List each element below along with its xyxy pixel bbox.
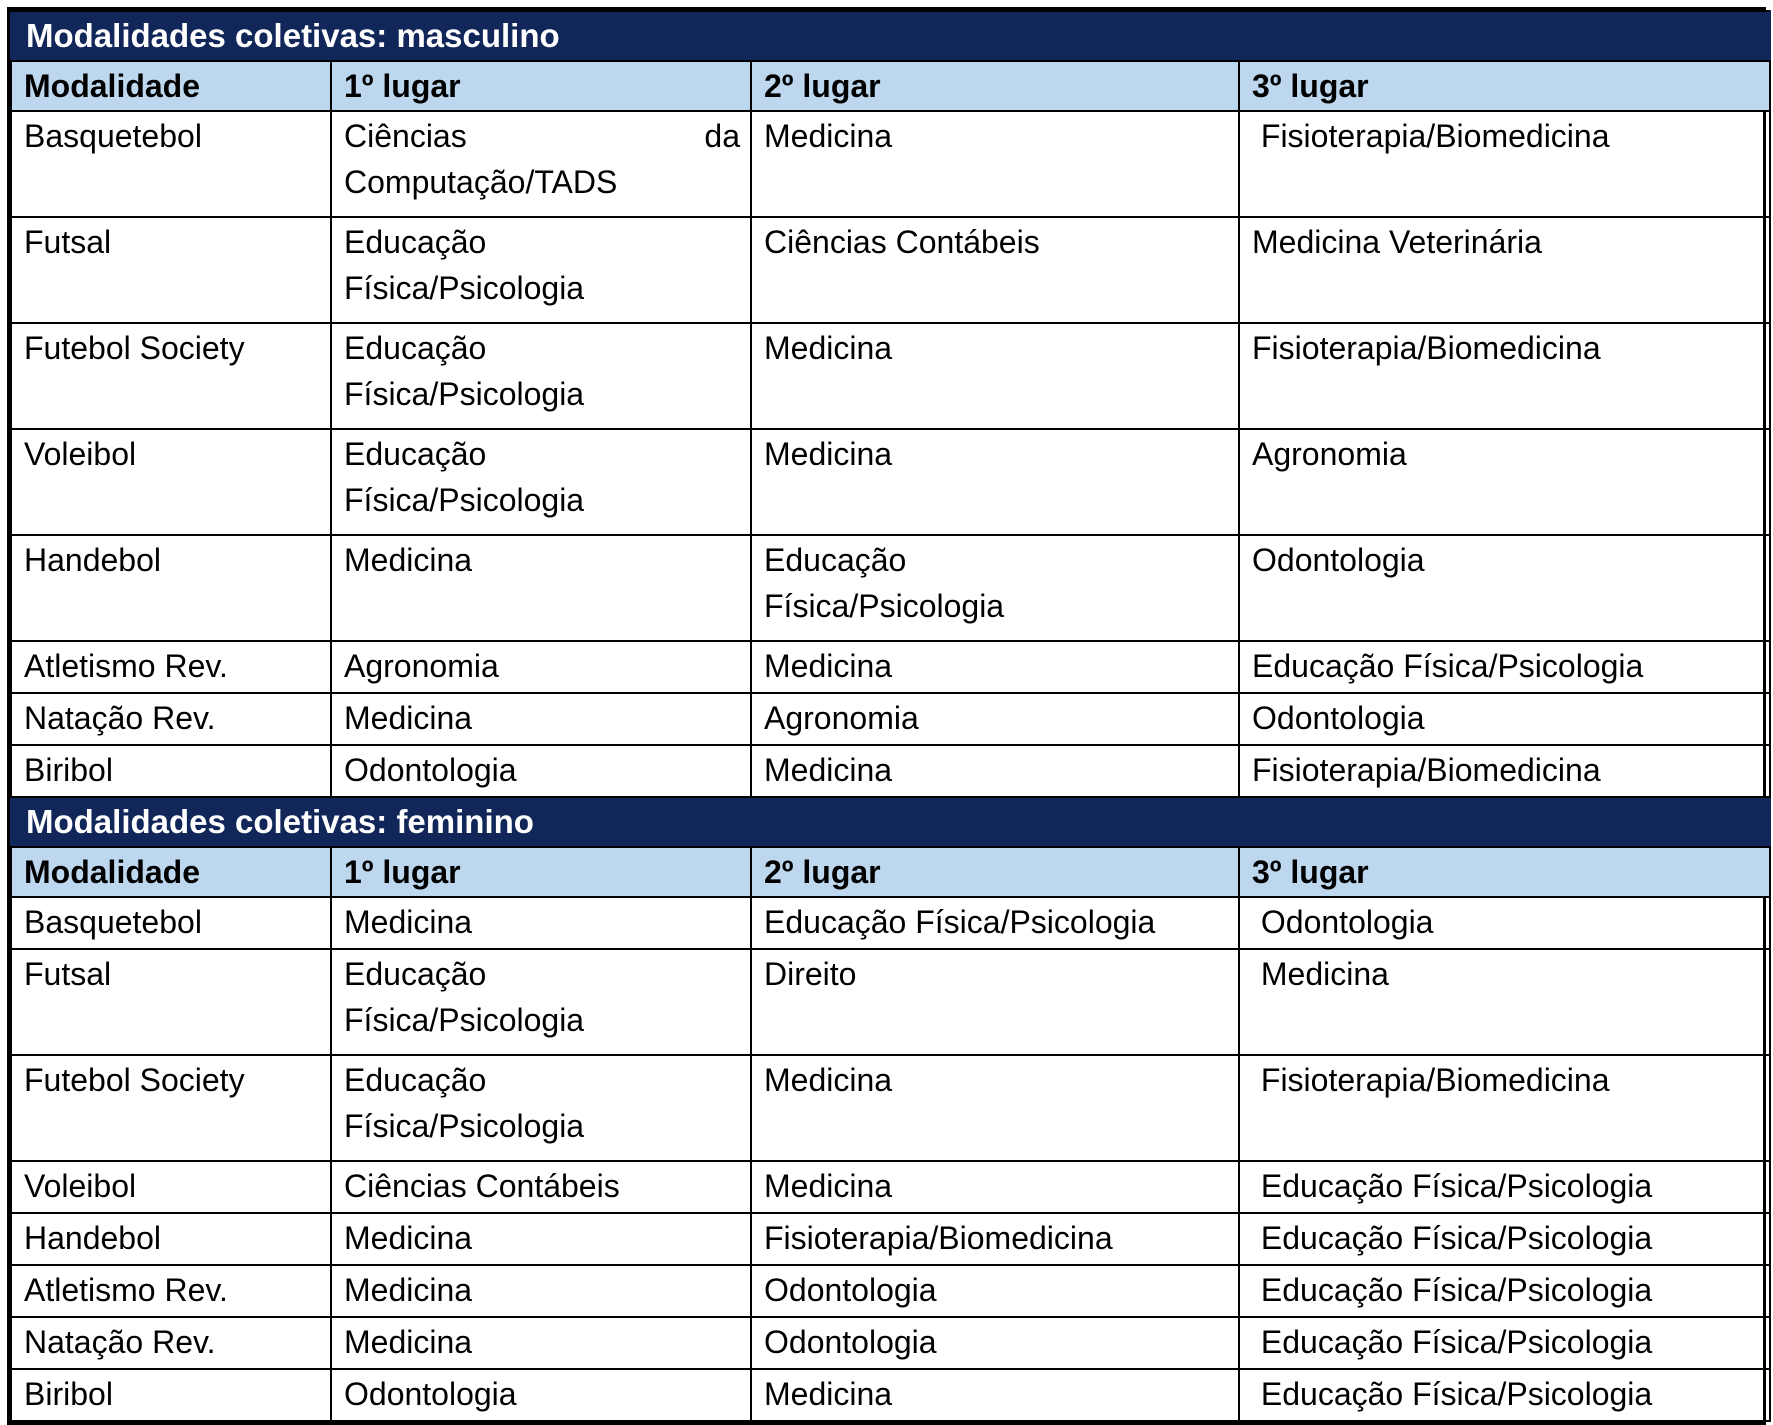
column-header-row bbox=[11, 61, 1770, 111]
table-cell bbox=[1239, 745, 1770, 797]
table-row bbox=[11, 1369, 1770, 1421]
table-row bbox=[11, 1161, 1770, 1213]
cell-text-line: Ciências Contábeis bbox=[344, 1168, 620, 1204]
cell-text-line: Medicina bbox=[764, 1062, 893, 1098]
cell-text-line: Voleibol bbox=[24, 436, 137, 472]
table-row bbox=[11, 429, 1770, 535]
table-cell bbox=[1239, 641, 1770, 693]
cell-text-line: Medicina bbox=[344, 700, 473, 736]
cell-text-line: Medicina bbox=[764, 436, 893, 472]
table-cell bbox=[751, 641, 1239, 693]
column-header-1: 1º lugar bbox=[331, 847, 751, 897]
cell-text-line: Odontologia bbox=[344, 752, 517, 788]
table-cell bbox=[751, 1213, 1239, 1265]
table-row bbox=[11, 323, 1770, 429]
table-cell bbox=[11, 745, 331, 797]
table-cell bbox=[1239, 1213, 1770, 1265]
section-title: Modalidades coletivas: feminino bbox=[11, 797, 1770, 847]
table-cell bbox=[1239, 323, 1770, 429]
cell-text-line: Medicina bbox=[344, 904, 473, 940]
column-header-2: 2º lugar bbox=[751, 847, 1239, 897]
cell-text-line: Medicina bbox=[764, 752, 893, 788]
cell-text-line: Educação bbox=[344, 436, 487, 472]
cell-text-line: Medicina bbox=[764, 118, 893, 154]
cell-text-line: Futebol Society bbox=[24, 330, 245, 366]
cell-text-line: Educação bbox=[344, 1062, 487, 1098]
cell-text-line: Natação Rev. bbox=[24, 700, 216, 736]
cell-text-line: Medicina bbox=[344, 1272, 473, 1308]
table-cell bbox=[331, 111, 751, 217]
table-cell bbox=[331, 1369, 751, 1421]
results-table-document bbox=[7, 7, 1766, 1425]
table-cell bbox=[1239, 1317, 1770, 1369]
cell-text-line: Fisioterapia/Biomedicina bbox=[1252, 752, 1601, 788]
cell-text-word: da bbox=[704, 118, 740, 154]
table-cell bbox=[331, 1161, 751, 1213]
column-header-3: 3º lugar bbox=[1239, 61, 1770, 111]
table-cell bbox=[11, 111, 331, 217]
cell-text-line: Medicina bbox=[344, 542, 473, 578]
cell-text-line: Educação bbox=[344, 956, 487, 992]
table-cell bbox=[1239, 217, 1770, 323]
cell-text-line: Biribol bbox=[24, 752, 113, 788]
cell-text-line: Biribol bbox=[24, 1376, 113, 1412]
section-title-row-0 bbox=[11, 11, 1770, 61]
cell-text-line: Fisioterapia/Biomedicina bbox=[1252, 1062, 1610, 1098]
table-cell bbox=[11, 641, 331, 693]
cell-text-line: Física/Psicologia bbox=[764, 588, 1005, 624]
table-cell bbox=[11, 897, 331, 949]
table-cell bbox=[751, 217, 1239, 323]
table-row bbox=[11, 535, 1770, 641]
section-title: Modalidades coletivas: masculino bbox=[11, 11, 1770, 61]
cell-text-line: Fisioterapia/Biomedicina bbox=[764, 1220, 1113, 1256]
table-cell bbox=[11, 1055, 331, 1161]
cell-text-line: Medicina Veterinária bbox=[1252, 224, 1542, 260]
table-cell bbox=[11, 693, 331, 745]
table-cell bbox=[751, 1369, 1239, 1421]
cell-text-line: Medicina bbox=[1252, 956, 1389, 992]
table-row bbox=[11, 111, 1770, 217]
cell-text-line: Atletismo Rev. bbox=[24, 648, 228, 684]
table-row bbox=[11, 897, 1770, 949]
cell-text-line: Medicina bbox=[764, 648, 893, 684]
cell-text-line: Basquetebol bbox=[24, 118, 202, 154]
table-cell bbox=[331, 1265, 751, 1317]
table-cell bbox=[11, 217, 331, 323]
cell-text-line: Educação bbox=[764, 542, 907, 578]
table-cell bbox=[751, 1265, 1239, 1317]
table-cell bbox=[751, 323, 1239, 429]
cell-text-line: Fisioterapia/Biomedicina bbox=[1252, 330, 1601, 366]
cell-text-line: Natação Rev. bbox=[24, 1324, 216, 1360]
table-cell bbox=[331, 745, 751, 797]
cell-text-line: Física/Psicologia bbox=[344, 1108, 585, 1144]
table-cell bbox=[1239, 1161, 1770, 1213]
table-cell bbox=[11, 323, 331, 429]
table-cell bbox=[1239, 693, 1770, 745]
table-cell bbox=[331, 693, 751, 745]
table-cell bbox=[331, 429, 751, 535]
cell-text-line: Agronomia bbox=[1252, 436, 1407, 472]
cell-text-line: Física/Psicologia bbox=[344, 482, 585, 518]
cell-text-line: Ciências Contábeis bbox=[764, 224, 1040, 260]
cell-text-line: Agronomia bbox=[344, 648, 499, 684]
table-cell bbox=[751, 693, 1239, 745]
column-header-row bbox=[11, 847, 1770, 897]
cell-text-line: Futsal bbox=[24, 224, 112, 260]
results-table bbox=[10, 10, 1771, 1422]
column-header-0: Modalidade bbox=[11, 61, 331, 111]
table-cell bbox=[331, 535, 751, 641]
cell-text-line: Física/Psicologia bbox=[344, 376, 585, 412]
cell-text-line: Odontologia bbox=[1252, 542, 1425, 578]
cell-text-word: Ciências bbox=[344, 118, 467, 154]
cell-text-line: Educação Física/Psicologia bbox=[1252, 1272, 1653, 1308]
table-cell bbox=[331, 949, 751, 1055]
cell-text-line: Medicina bbox=[764, 1168, 893, 1204]
table-cell bbox=[331, 1213, 751, 1265]
cell-text-line: Computação/TADS bbox=[344, 164, 618, 200]
table-row bbox=[11, 949, 1770, 1055]
table-cell bbox=[331, 897, 751, 949]
table-cell bbox=[331, 641, 751, 693]
cell-text-line: Educação bbox=[344, 224, 487, 260]
column-header-0: Modalidade bbox=[11, 847, 331, 897]
cell-text-line: Medicina bbox=[764, 1376, 893, 1412]
table-cell bbox=[11, 535, 331, 641]
table-cell bbox=[11, 1265, 331, 1317]
table-cell bbox=[1239, 111, 1770, 217]
column-header-2: 2º lugar bbox=[751, 61, 1239, 111]
cell-text-line: Educação Física/Psicologia bbox=[1252, 1168, 1653, 1204]
table-row bbox=[11, 1265, 1770, 1317]
cell-text-line: Física/Psicologia bbox=[344, 270, 585, 306]
table-row bbox=[11, 1213, 1770, 1265]
cell-text-line: Educação Física/Psicologia bbox=[1252, 1220, 1653, 1256]
table-cell bbox=[751, 1317, 1239, 1369]
cell-text-line: Fisioterapia/Biomedicina bbox=[1252, 118, 1610, 154]
cell-text-line: Educação Física/Psicologia bbox=[1252, 648, 1644, 684]
table-cell bbox=[1239, 1369, 1770, 1421]
table-cell bbox=[751, 1161, 1239, 1213]
table-row bbox=[11, 745, 1770, 797]
cell-text-line: Medicina bbox=[764, 330, 893, 366]
table-cell bbox=[1239, 897, 1770, 949]
cell-text-line: Handebol bbox=[24, 542, 161, 578]
cell-text-line: Futebol Society bbox=[24, 1062, 245, 1098]
table-row bbox=[11, 641, 1770, 693]
cell-text-line: Odontologia bbox=[764, 1272, 937, 1308]
table-cell bbox=[751, 535, 1239, 641]
cell-text-line: Educação bbox=[344, 330, 487, 366]
table-cell bbox=[751, 949, 1239, 1055]
section-title-row-1 bbox=[11, 797, 1770, 847]
table-cell bbox=[11, 949, 331, 1055]
cell-text-line: Agronomia bbox=[764, 700, 919, 736]
table-cell bbox=[1239, 949, 1770, 1055]
cell-text-line: Handebol bbox=[24, 1220, 161, 1256]
cell-text-line: Atletismo Rev. bbox=[24, 1272, 228, 1308]
results-table-body bbox=[11, 11, 1770, 1421]
table-row bbox=[11, 693, 1770, 745]
cell-text-line: Medicina bbox=[344, 1324, 473, 1360]
table-cell bbox=[11, 1213, 331, 1265]
cell-text-line: Educação Física/Psicologia bbox=[1252, 1324, 1653, 1360]
column-header-3: 3º lugar bbox=[1239, 847, 1770, 897]
table-cell bbox=[331, 323, 751, 429]
table-cell bbox=[1239, 535, 1770, 641]
cell-text-line: Futsal bbox=[24, 956, 112, 992]
cell-text-line: Educação Física/Psicologia bbox=[1252, 1376, 1653, 1412]
column-header-1: 1º lugar bbox=[331, 61, 751, 111]
table-cell bbox=[751, 429, 1239, 535]
table-cell bbox=[751, 745, 1239, 797]
cell-text-line: Odontologia bbox=[764, 1324, 937, 1360]
cell-text-line: Odontologia bbox=[344, 1376, 517, 1412]
table-cell bbox=[1239, 1265, 1770, 1317]
cell-text-line: Física/Psicologia bbox=[344, 1002, 585, 1038]
table-row bbox=[11, 1317, 1770, 1369]
table-cell bbox=[11, 1317, 331, 1369]
table-cell bbox=[331, 1055, 751, 1161]
table-cell bbox=[751, 111, 1239, 217]
cell-text-line: Odontologia bbox=[1252, 904, 1434, 940]
cell-text-line: Educação Física/Psicologia bbox=[764, 904, 1156, 940]
table-row bbox=[11, 217, 1770, 323]
table-cell bbox=[1239, 1055, 1770, 1161]
table-cell bbox=[11, 1161, 331, 1213]
table-cell bbox=[11, 1369, 331, 1421]
table-row bbox=[11, 1055, 1770, 1161]
table-cell bbox=[331, 1317, 751, 1369]
cell-text-line: Voleibol bbox=[24, 1168, 137, 1204]
cell-text-line: Basquetebol bbox=[24, 904, 202, 940]
cell-text-line: Odontologia bbox=[1252, 700, 1425, 736]
cell-text-line: Direito bbox=[764, 956, 857, 992]
cell-text-line: Medicina bbox=[344, 1220, 473, 1256]
cell-text-line bbox=[344, 113, 740, 159]
table-cell bbox=[751, 1055, 1239, 1161]
table-cell bbox=[11, 429, 331, 535]
table-cell bbox=[1239, 429, 1770, 535]
table-cell bbox=[751, 897, 1239, 949]
table-cell bbox=[331, 217, 751, 323]
